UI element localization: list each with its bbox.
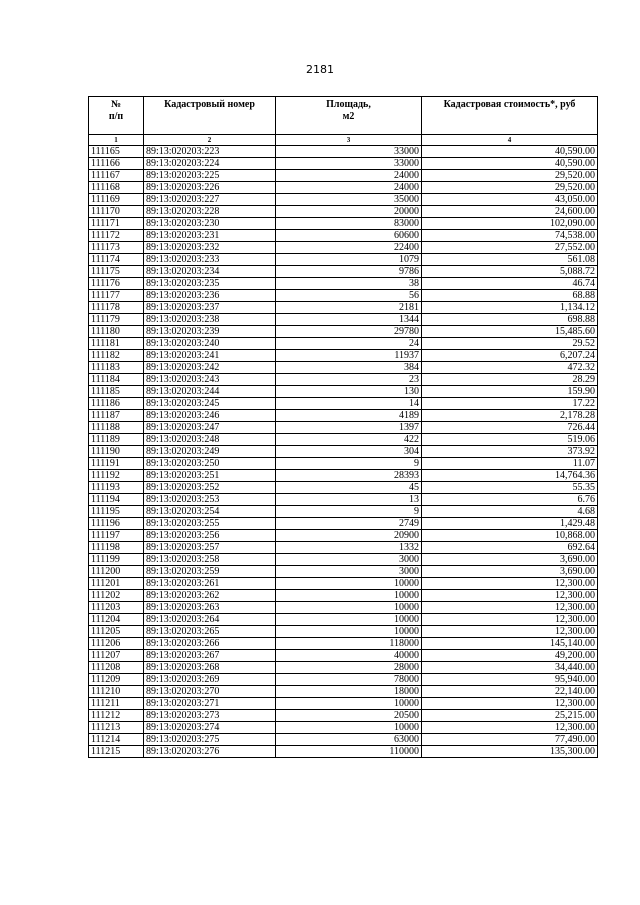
table-row [89,674,598,686]
cadastral-value-cell: 698.88 [422,314,598,326]
area-cell: 18000 [276,686,422,698]
table-row [89,206,598,218]
cadastral-number-cell: 89:13:020203:256 [144,530,276,542]
row-index-cell: 111214 [89,734,144,746]
row-index-cell: 111201 [89,578,144,590]
area-cell: 83000 [276,218,422,230]
cadastral-number-cell: 89:13:020203:231 [144,230,276,242]
cadastral-number-cell: 89:13:020203:247 [144,422,276,434]
row-index-cell: 111189 [89,434,144,446]
area-cell: 1332 [276,542,422,554]
row-index-cell: 111196 [89,518,144,530]
area-cell: 1079 [276,254,422,266]
table-row [89,350,598,362]
row-index-cell: 111183 [89,362,144,374]
row-index-cell: 111205 [89,626,144,638]
table-row [89,746,598,758]
table-row [89,338,598,350]
cadastral-number-cell: 89:13:020203:233 [144,254,276,266]
table-row [89,626,598,638]
area-cell: 20900 [276,530,422,542]
cadastral-value-cell: 12,300.00 [422,590,598,602]
area-cell: 1344 [276,314,422,326]
row-index-cell: 111203 [89,602,144,614]
cadastral-value-cell: 49,200.00 [422,650,598,662]
area-cell: 9 [276,506,422,518]
cadastral-value-cell: 46.74 [422,278,598,290]
cadastral-value-cell: 25,215.00 [422,710,598,722]
cadastral-value-cell: 27,552.00 [422,242,598,254]
cadastral-value-cell: 3,690.00 [422,554,598,566]
header-index-label: № п/п [108,99,124,122]
cadastral-value-cell: 561.08 [422,254,598,266]
cadastral-number-cell: 89:13:020203:259 [144,566,276,578]
table-row [89,482,598,494]
row-index-cell: 111209 [89,674,144,686]
table-row [89,266,598,278]
table-row [89,146,598,158]
cadastral-number-cell: 89:13:020203:224 [144,158,276,170]
cadastral-number-cell: 89:13:020203:270 [144,686,276,698]
cadastral-value-cell: 1,429.48 [422,518,598,530]
cadastral-number-cell: 89:13:020203:239 [144,326,276,338]
header-cadastral-number: Кадастровый номер [144,97,276,135]
row-index-cell: 111178 [89,302,144,314]
column-number: 3 [276,135,422,146]
cadastral-number-cell: 89:13:020203:227 [144,194,276,206]
cadastral-value-cell: 43,050.00 [422,194,598,206]
cadastral-value-cell: 5,088.72 [422,266,598,278]
cadastral-number-cell: 89:13:020203:250 [144,458,276,470]
cadastral-number-cell: 89:13:020203:265 [144,626,276,638]
row-index-cell: 111197 [89,530,144,542]
table-row [89,446,598,458]
table-row [89,302,598,314]
row-index-cell: 111199 [89,554,144,566]
table-row [89,734,598,746]
area-cell: 28000 [276,662,422,674]
cadastral-value-cell: 726.44 [422,422,598,434]
table-row [89,566,598,578]
cadastral-number-cell: 89:13:020203:234 [144,266,276,278]
area-cell: 10000 [276,602,422,614]
table-row [89,686,598,698]
cadastral-number-cell: 89:13:020203:246 [144,410,276,422]
row-index-cell: 111179 [89,314,144,326]
cadastral-number-cell: 89:13:020203:274 [144,722,276,734]
area-cell: 63000 [276,734,422,746]
row-index-cell: 111165 [89,146,144,158]
area-cell: 24 [276,338,422,350]
area-cell: 20500 [276,710,422,722]
row-index-cell: 111215 [89,746,144,758]
column-number: 1 [89,135,144,146]
area-cell: 384 [276,362,422,374]
cadastral-number-cell: 89:13:020203:238 [144,314,276,326]
table-row [89,230,598,242]
area-cell: 33000 [276,158,422,170]
row-index-cell: 111177 [89,290,144,302]
area-cell: 20000 [276,206,422,218]
table-row [89,602,598,614]
table-row [89,554,598,566]
cadastral-number-cell: 89:13:020203:258 [144,554,276,566]
cadastral-number-cell: 89:13:020203:225 [144,170,276,182]
row-index-cell: 111187 [89,410,144,422]
cadastral-value-cell: 29.52 [422,338,598,350]
table-row [89,218,598,230]
column-number-row [89,135,598,146]
area-cell: 29780 [276,326,422,338]
table-row [89,290,598,302]
cadastral-value-cell: 12,300.00 [422,722,598,734]
row-index-cell: 111191 [89,458,144,470]
cadastral-value-cell: 102,090.00 [422,218,598,230]
cadastral-value-cell: 11.07 [422,458,598,470]
cadastral-value-cell: 74,538.00 [422,230,598,242]
cadastral-number-cell: 89:13:020203:266 [144,638,276,650]
row-index-cell: 111175 [89,266,144,278]
area-cell: 60600 [276,230,422,242]
table-row [89,470,598,482]
table-row [89,590,598,602]
cadastral-value-cell: 692.64 [422,542,598,554]
table-row [89,170,598,182]
row-index-cell: 111211 [89,698,144,710]
cadastral-value-cell: 28.29 [422,374,598,386]
table-row [89,410,598,422]
table-row [89,386,598,398]
area-cell: 28393 [276,470,422,482]
table-row [89,698,598,710]
area-cell: 10000 [276,578,422,590]
cadastral-value-cell: 519.06 [422,434,598,446]
cadastral-number-cell: 89:13:020203:253 [144,494,276,506]
cadastral-value-cell: 40,590.00 [422,158,598,170]
cadastral-value-cell: 145,140.00 [422,638,598,650]
cadastral-value-cell: 159.90 [422,386,598,398]
area-cell: 10000 [276,626,422,638]
cadastral-number-cell: 89:13:020203:243 [144,374,276,386]
cadastral-number-cell: 89:13:020203:257 [144,542,276,554]
area-cell: 2749 [276,518,422,530]
table-row [89,398,598,410]
cadastral-value-cell: 77,490.00 [422,734,598,746]
area-cell: 24000 [276,170,422,182]
table-row [89,710,598,722]
cadastral-value-cell: 373.92 [422,446,598,458]
area-cell: 1397 [276,422,422,434]
cadastral-number-cell: 89:13:020203:273 [144,710,276,722]
table-row [89,578,598,590]
area-cell: 9786 [276,266,422,278]
row-index-cell: 111188 [89,422,144,434]
cadastral-number-cell: 89:13:020203:275 [144,734,276,746]
header-cadastral-value: Кадастровая стоимость*, руб [422,97,598,135]
cadastral-value-cell: 135,300.00 [422,746,598,758]
area-cell: 10000 [276,722,422,734]
row-index-cell: 111193 [89,482,144,494]
area-cell: 38 [276,278,422,290]
cadastral-number-cell: 89:13:020203:240 [144,338,276,350]
cadastral-number-cell: 89:13:020203:264 [144,614,276,626]
cadastral-value-cell: 29,520.00 [422,170,598,182]
row-index-cell: 111174 [89,254,144,266]
table-row [89,494,598,506]
cadastral-value-cell: 17.22 [422,398,598,410]
table-row [89,518,598,530]
cadastral-number-cell: 89:13:020203:232 [144,242,276,254]
cadastral-value-cell: 15,485.60 [422,326,598,338]
cadastral-number-cell: 89:13:020203:223 [144,146,276,158]
cadastral-number-cell: 89:13:020203:245 [144,398,276,410]
cadastral-value-cell: 12,300.00 [422,602,598,614]
area-cell: 45 [276,482,422,494]
table-row [89,254,598,266]
cadastral-number-cell: 89:13:020203:226 [144,182,276,194]
table-row [89,182,598,194]
area-cell: 9 [276,458,422,470]
row-index-cell: 111170 [89,206,144,218]
area-cell: 33000 [276,146,422,158]
row-index-cell: 111212 [89,710,144,722]
cadastral-value-cell: 10,868.00 [422,530,598,542]
area-cell: 14 [276,398,422,410]
table-row [89,542,598,554]
row-index-cell: 111194 [89,494,144,506]
area-cell: 4189 [276,410,422,422]
area-cell: 10000 [276,614,422,626]
cadastral-value-cell: 55.35 [422,482,598,494]
cadastral-number-cell: 89:13:020203:230 [144,218,276,230]
cadastral-value-cell: 68.88 [422,290,598,302]
cadastral-value-cell: 14,764.36 [422,470,598,482]
cadastral-value-cell: 22,140.00 [422,686,598,698]
table-row [89,530,598,542]
area-cell: 2181 [276,302,422,314]
row-index-cell: 111213 [89,722,144,734]
table-row [89,506,598,518]
cadastral-number-cell: 89:13:020203:263 [144,602,276,614]
table-row [89,662,598,674]
row-index-cell: 111202 [89,590,144,602]
table-row [89,638,598,650]
area-cell: 110000 [276,746,422,758]
area-cell: 3000 [276,566,422,578]
row-index-cell: 111204 [89,614,144,626]
table-row [89,722,598,734]
cadastral-table [88,96,598,758]
area-cell: 35000 [276,194,422,206]
area-cell: 130 [276,386,422,398]
cadastral-number-cell: 89:13:020203:268 [144,662,276,674]
column-number: 4 [422,135,598,146]
cadastral-value-cell: 472.32 [422,362,598,374]
cadastral-value-cell: 12,300.00 [422,698,598,710]
row-index-cell: 111210 [89,686,144,698]
area-cell: 56 [276,290,422,302]
cadastral-number-cell: 89:13:020203:255 [144,518,276,530]
row-index-cell: 111206 [89,638,144,650]
cadastral-value-cell: 6.76 [422,494,598,506]
table-row [89,362,598,374]
area-cell: 78000 [276,674,422,686]
cadastral-value-cell: 12,300.00 [422,614,598,626]
table-row [89,194,598,206]
row-index-cell: 111172 [89,230,144,242]
cadastral-number-cell: 89:13:020203:237 [144,302,276,314]
column-number: 2 [144,135,276,146]
cadastral-number-cell: 89:13:020203:242 [144,362,276,374]
table-row [89,314,598,326]
row-index-cell: 111185 [89,386,144,398]
cadastral-value-cell: 1,134.12 [422,302,598,314]
table-row [89,458,598,470]
cadastral-value-cell: 4.68 [422,506,598,518]
area-cell: 23 [276,374,422,386]
header-area [276,97,422,135]
cadastral-number-cell: 89:13:020203:262 [144,590,276,602]
cadastral-value-cell: 24,600.00 [422,206,598,218]
cadastral-number-cell: 89:13:020203:254 [144,506,276,518]
row-index-cell: 111182 [89,350,144,362]
area-cell: 13 [276,494,422,506]
cadastral-number-cell: 89:13:020203:267 [144,650,276,662]
row-index-cell: 111192 [89,470,144,482]
cadastral-value-cell: 6,207.24 [422,350,598,362]
cadastral-number-cell: 89:13:020203:236 [144,290,276,302]
row-index-cell: 111186 [89,398,144,410]
header-area-label: Площадь, м2 [326,99,371,122]
cadastral-value-cell: 95,940.00 [422,674,598,686]
cadastral-value-cell: 12,300.00 [422,626,598,638]
cadastral-number-cell: 89:13:020203:235 [144,278,276,290]
cadastral-number-cell: 89:13:020203:248 [144,434,276,446]
cadastral-number-cell: 89:13:020203:269 [144,674,276,686]
table-row [89,422,598,434]
cadastral-value-cell: 29,520.00 [422,182,598,194]
table-row [89,158,598,170]
page-number: 2181 [306,63,334,76]
cadastral-number-cell: 89:13:020203:252 [144,482,276,494]
row-index-cell: 111200 [89,566,144,578]
table-row [89,374,598,386]
row-index-cell: 111184 [89,374,144,386]
cadastral-number-cell: 89:13:020203:261 [144,578,276,590]
table-row [89,242,598,254]
cadastral-value-cell: 12,300.00 [422,578,598,590]
row-index-cell: 111173 [89,242,144,254]
row-index-cell: 111181 [89,338,144,350]
row-index-cell: 111198 [89,542,144,554]
row-index-cell: 111168 [89,182,144,194]
cadastral-number-cell: 89:13:020203:276 [144,746,276,758]
cadastral-value-cell: 2,178.28 [422,410,598,422]
row-index-cell: 111180 [89,326,144,338]
cadastral-number-cell: 89:13:020203:244 [144,386,276,398]
cadastral-number-cell: 89:13:020203:249 [144,446,276,458]
area-cell: 40000 [276,650,422,662]
table-row [89,434,598,446]
cadastral-value-cell: 3,690.00 [422,566,598,578]
area-cell: 24000 [276,182,422,194]
row-index-cell: 111195 [89,506,144,518]
row-index-cell: 111169 [89,194,144,206]
cadastral-number-cell: 89:13:020203:228 [144,206,276,218]
area-cell: 10000 [276,698,422,710]
row-index-cell: 111190 [89,446,144,458]
row-index-cell: 111176 [89,278,144,290]
table-row [89,278,598,290]
area-cell: 422 [276,434,422,446]
area-cell: 3000 [276,554,422,566]
table-row [89,326,598,338]
table-body [89,146,598,758]
cadastral-value-cell: 34,440.00 [422,662,598,674]
row-index-cell: 111171 [89,218,144,230]
row-index-cell: 111208 [89,662,144,674]
area-cell: 11937 [276,350,422,362]
header-index [89,97,144,135]
cadastral-number-cell: 89:13:020203:241 [144,350,276,362]
row-index-cell: 111166 [89,158,144,170]
area-cell: 10000 [276,590,422,602]
area-cell: 118000 [276,638,422,650]
area-cell: 304 [276,446,422,458]
area-cell: 22400 [276,242,422,254]
table-row [89,650,598,662]
row-index-cell: 111207 [89,650,144,662]
cadastral-number-cell: 89:13:020203:251 [144,470,276,482]
table-row [89,614,598,626]
cadastral-number-cell: 89:13:020203:271 [144,698,276,710]
row-index-cell: 111167 [89,170,144,182]
cadastral-value-cell: 40,590.00 [422,146,598,158]
header-row [89,97,598,135]
